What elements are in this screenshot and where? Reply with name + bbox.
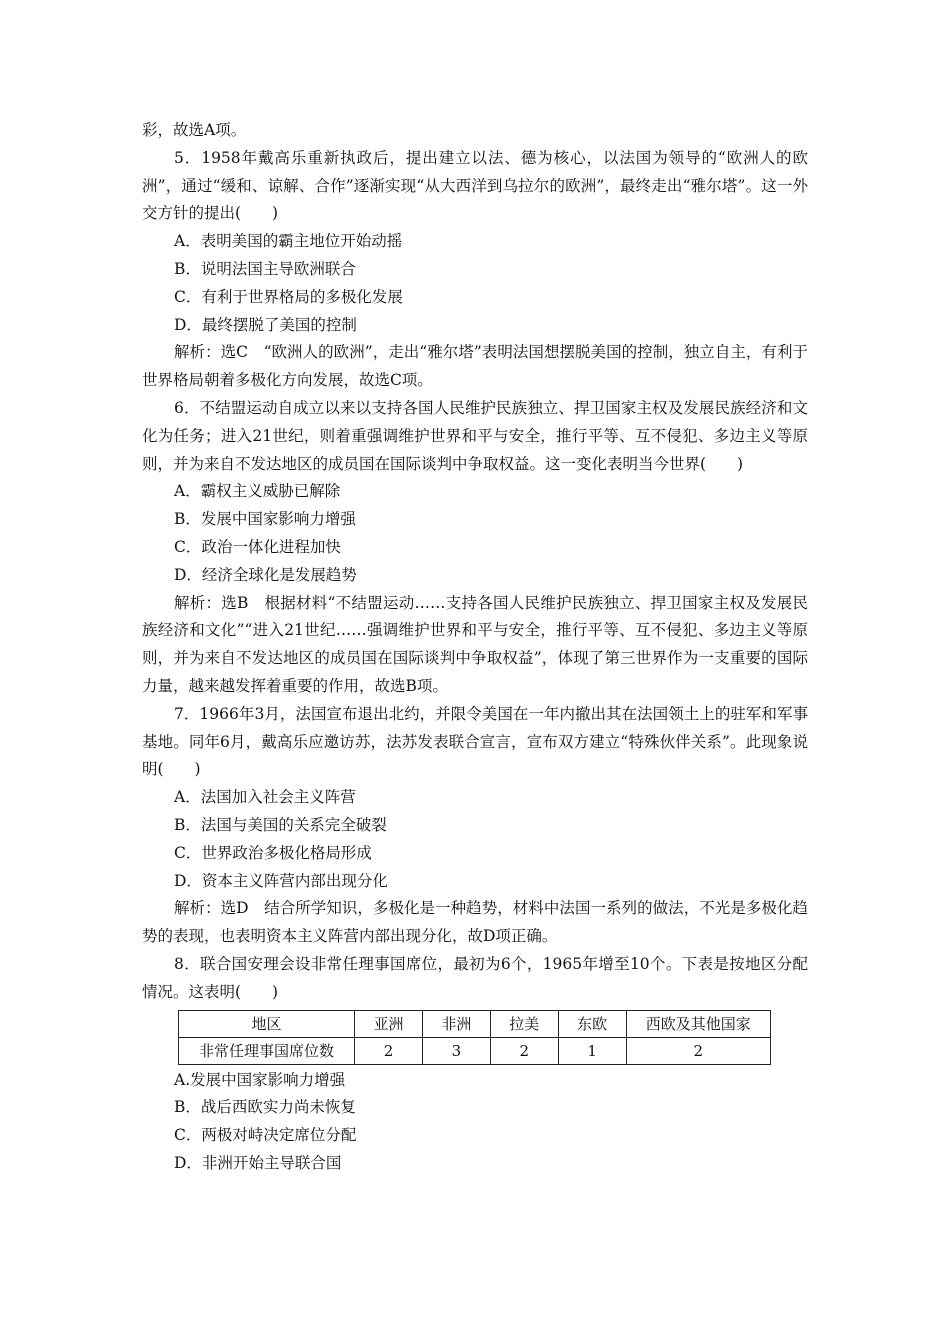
table-cell: 3 bbox=[422, 1037, 490, 1064]
q6-option-c: C．政治一体化进程加快 bbox=[174, 537, 341, 556]
q7-option-c: C．世界政治多极化格局形成 bbox=[174, 843, 372, 862]
table-row bbox=[179, 1037, 771, 1064]
table-cell: 1 bbox=[558, 1037, 626, 1064]
q5-stem: 5．1958年戴高乐重新执政后，提出建立以法、德为核心，以法国为领导的“欧洲人的欧洲”，通过“缓和、谅解、合作”逐渐实现“从大西洋到乌拉尔的欧洲”，最终走出“雅尔塔”。这一外交方针的提出( ) bbox=[142, 148, 808, 223]
table-header-cell: 东欧 bbox=[558, 1010, 626, 1037]
q5-option-b: B．说明法国主导欧洲联合 bbox=[174, 259, 356, 278]
q5-analysis: 解析：选C “欧洲人的欧洲”，走出“雅尔塔”表明法国想摆脱美国的控制，独立自主，有利于世界格局朝着多极化方向发展，故选C项。 bbox=[142, 343, 808, 390]
q8-stem: 8．联合国安理会设非常任理事国席位，最初为6个，1965年增至10个。下表是按地区分配情况。这表明( ) bbox=[142, 954, 808, 1001]
q7-option-d: D．资本主义阵营内部出现分化 bbox=[174, 871, 388, 890]
table-cell: 非常任理事国席位数 bbox=[179, 1037, 355, 1064]
table-cell: 2 bbox=[490, 1037, 558, 1064]
intro-tail-text: 彩，故选A项。 bbox=[142, 121, 247, 139]
table-header-cell: 非洲 bbox=[422, 1010, 490, 1037]
q8-option-c: C．两极对峙决定席位分配 bbox=[174, 1126, 357, 1145]
q5-option-a: A．表明美国的霸主地位开始动摇 bbox=[174, 232, 403, 251]
q6-option-d: D．经济全球化是发展趋势 bbox=[174, 565, 357, 584]
table-header-cell: 亚洲 bbox=[355, 1010, 423, 1037]
table-cell: 2 bbox=[355, 1037, 423, 1064]
q7-analysis: 解析：选D 结合所学知识，多极化是一种趋势，材料中法国一系列的做法，不光是多极化趋势的表现，也表明资本主义阵营内部出现分化，故D项正确。 bbox=[142, 899, 808, 946]
table-header-cell: 拉美 bbox=[490, 1010, 558, 1037]
q6-option-a: A．霸权主义威胁已解除 bbox=[174, 482, 341, 501]
q7-stem: 7．1966年3月，法国宣布退出北约，并限令美国在一年内撤出其在法国领土上的驻军和军事基地。同年6月，戴高乐应邀访苏，法苏发表联合宣言，宣布双方建立“特殊伙伴关系”。此现象说明( ) bbox=[142, 704, 808, 779]
document-page bbox=[142, 117, 808, 1178]
q5-option-c: C．有利于世界格局的多极化发展 bbox=[174, 287, 403, 306]
q7-option-a: A．法国加入社会主义阵营 bbox=[174, 788, 356, 807]
q6-analysis: 解析：选B 根据材料“不结盟运动……支持各国人民维护民族独立、捍卫国家主权及发展民族经济和文化”“进入21世纪……强调维护世界和平与安全，推行平等、互不侵犯、多边主义等原则，并为来自不发达地区的成员国在国际谈判中争取权益”，体现了第三世界作为一支重要的国际力量，越来越发挥着重要的作用，故选B项。 bbox=[142, 593, 808, 695]
q8-option-d: D．非洲开始主导联合国 bbox=[174, 1153, 342, 1172]
seat-distribution-table bbox=[178, 1010, 771, 1065]
q6-option-b: B．发展中国家影响力增强 bbox=[174, 510, 356, 529]
table-cell: 2 bbox=[626, 1037, 770, 1064]
table-header-cell: 西欧及其他国家 bbox=[626, 1010, 770, 1037]
q6-stem: 6．不结盟运动自成立以来以支持各国人民维护民族独立、捍卫国家主权及发展民族经济和文化为任务；进入21世纪，则着重强调维护世界和平与安全，推行平等、互不侵犯、多边主义等原则，并为来自不发达地区的成员国在国际谈判中争取权益。这一变化表明当今世界( ) bbox=[142, 398, 808, 473]
q5-option-d: D．最终摆脱了美国的控制 bbox=[174, 315, 357, 334]
table-header-row bbox=[179, 1010, 771, 1037]
table-header-cell: 地区 bbox=[179, 1010, 355, 1037]
q8-option-b: B．战后西欧实力尚未恢复 bbox=[174, 1098, 356, 1117]
q8-option-a: A.发展中国家影响力增强 bbox=[174, 1070, 346, 1089]
q7-option-b: B．法国与美国的关系完全破裂 bbox=[174, 815, 387, 834]
